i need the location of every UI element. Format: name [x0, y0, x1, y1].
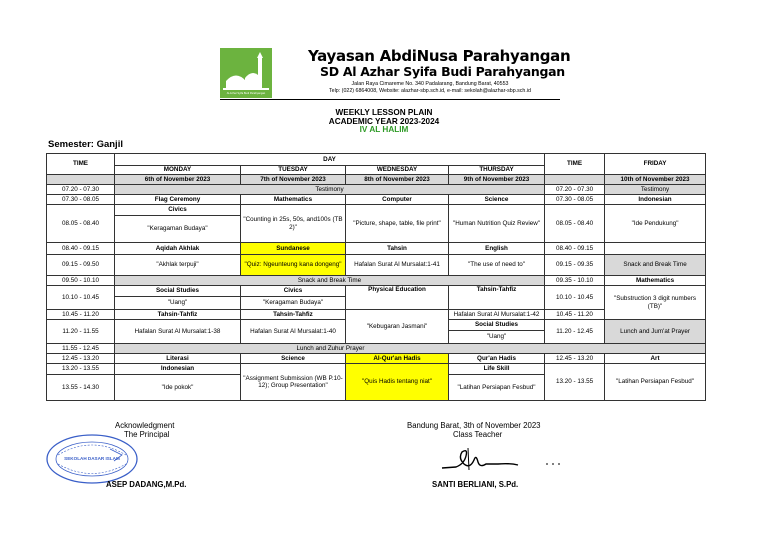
monday-social-cell [115, 286, 241, 310]
time-header-friday: TIME [545, 154, 605, 175]
principal-name: ASEP DADANG,M.Pd. [106, 480, 187, 489]
class-name: IV AL HALIM [359, 125, 409, 134]
table-row [47, 205, 706, 243]
friday-date: 10th of November 2023 [605, 175, 706, 185]
subject-cell: Mathematics [241, 195, 346, 205]
subject-cell: Qur'an Hadis [449, 354, 545, 364]
subject-cell: Indonesian [115, 364, 241, 375]
topic-cell: Hafalan Surat Al Mursalat:1-40 [241, 320, 346, 344]
table-row [47, 344, 706, 354]
table-row [47, 195, 706, 205]
topic-cell: Hafalan Surat Al Mursalat:1-38 [115, 320, 241, 344]
subject-cell: Literasi [115, 354, 241, 364]
table-row [47, 364, 706, 375]
school-name: SD Al Azhar Syifa Budi Parahyangan [320, 64, 565, 79]
time-cell: 07.30 - 08.05 [545, 195, 605, 205]
monday-civics-cell [115, 205, 241, 243]
time-cell: 11.20 - 12.45 [545, 320, 605, 344]
time-cell: 13.20 - 13.55 [545, 364, 605, 401]
subject-cell-highlight: Sundanese [241, 243, 346, 255]
time-cell: 10.45 - 11.20 [545, 310, 605, 320]
time-cell: 10.10 - 10.45 [47, 286, 115, 310]
subject-cell: Aqidah Akhlak [115, 243, 241, 255]
monday-date: 6th of November 2023 [115, 175, 241, 185]
subject-cell: Flag Ceremony [115, 195, 241, 205]
topic-cell: Hafalan Surat Al Mursalat:1-41 [346, 255, 449, 276]
table-row [47, 276, 706, 286]
principal-label: The Principal [124, 430, 170, 439]
thursday-social-cell [449, 320, 545, 344]
time-cell: 09.15 - 09.50 [47, 255, 115, 276]
testimony-cell: Testimony [115, 185, 545, 195]
subject-cell: Tahsin [346, 243, 449, 255]
topic-cell: "Latihan Persiapan Fesbud" [449, 375, 545, 401]
topic-cell: Hafalan Surat Al Mursalat:1-42 [449, 310, 545, 320]
topic-cell: "Latihan Persiapan Fesbud" [605, 364, 706, 401]
tuesday-civics-cell [241, 286, 346, 310]
topic-cell: "Ide pokok" [115, 375, 241, 401]
teacher-name: SANTI BERLIANI, S.Pd. [432, 480, 519, 489]
blank-cell [545, 175, 605, 185]
school-logo [220, 48, 272, 98]
subject-cell: Art [605, 354, 706, 364]
time-cell: 10.10 - 10.45 [545, 286, 605, 310]
time-cell: 08.40 - 09.15 [545, 243, 605, 255]
header-divider [220, 99, 560, 100]
table-row [47, 175, 706, 185]
subject-cell: Science [241, 354, 346, 364]
time-cell: 07.20 - 07.30 [545, 185, 605, 195]
place-date: Bandung Barat, 3th of November 2023 [407, 421, 541, 430]
blank-cell [605, 243, 706, 255]
teacher-signature [438, 442, 568, 474]
topic-cell: "Substruction 3 digit numbers (TB)" [605, 286, 706, 320]
subject-cell: English [449, 243, 545, 255]
topic-label: "Keragaman Budaya" [147, 225, 208, 232]
time-cell: 09.35 - 10.10 [545, 276, 605, 286]
semester-label: Semester: Ganjil [48, 139, 123, 150]
time-cell: 07.30 - 08.05 [47, 195, 115, 205]
time-cell: 13.55 - 14.30 [47, 375, 115, 401]
topic-cell-highlight: "Quis Hadis tentang niat" [346, 364, 449, 401]
tuesday-header: TUESDAY [241, 166, 346, 175]
time-cell: 12.45 - 13.20 [47, 354, 115, 364]
academic-year: ACADEMIC YEAR 2023-2024 [328, 116, 440, 126]
subject-cell: Tahsin-Tahfiz [241, 310, 346, 320]
topic-label: "Uang" [486, 333, 507, 340]
time-cell: 08.40 - 09.15 [47, 243, 115, 255]
topic-cell: "Ide Pendukung" [605, 205, 706, 243]
table-row [47, 154, 706, 166]
thursday-header: THURSDAY [449, 166, 545, 175]
blank-cell [47, 175, 115, 185]
friday-header: FRIDAY [605, 154, 706, 175]
time-cell: 11.55 - 12.45 [47, 344, 115, 354]
topic-cell: "Akhlak terpuji" [115, 255, 241, 276]
time-cell: 08.05 - 08.40 [47, 205, 115, 243]
time-cell: 13.20 - 13.55 [47, 364, 115, 375]
topic-cell: "Picture, shape, table, file print" [346, 205, 449, 243]
subject-label: Civics [115, 205, 240, 216]
topic-cell: "The use of need to" [449, 255, 545, 276]
time-cell: 09.50 - 10.10 [47, 276, 115, 286]
subject-cell: Physical Education [346, 286, 449, 310]
wednesday-header: WEDNESDAY [346, 166, 449, 175]
friday-testimony: Testimony [605, 185, 706, 195]
time-cell: 11.20 - 11.55 [47, 320, 115, 344]
subject-cell: Indonesian [605, 195, 706, 205]
lunch-cell: Lunch and Zuhur Prayer [115, 344, 706, 354]
subject-label: Social Studies [449, 320, 544, 331]
subject-cell: Science [449, 195, 545, 205]
subject-cell: Tahsin-Tahfiz [449, 286, 545, 310]
topic-cell-highlight: "Quiz: Ngeunteung kana dongeng" [241, 255, 346, 276]
table-row [47, 243, 706, 255]
class-teacher-label: Class Teacher [453, 430, 503, 439]
subject-cell-highlight: Al-Qur'an Hadis [346, 354, 449, 364]
subject-label: Civics [241, 286, 345, 297]
table-row [47, 185, 706, 195]
subject-cell: Tahsin-Tahfiz [115, 310, 241, 320]
acknowledgment-label: Acknowledgment [115, 421, 175, 430]
tuesday-date: 7th of November 2023 [241, 175, 346, 185]
time-cell: 08.05 - 08.40 [545, 205, 605, 243]
address-line: Jalan Raya Cimareme No. 340 Padalarang, Bandung Barat, 40553 [351, 81, 509, 87]
subject-cell: Mathematics [605, 276, 706, 286]
table-row [47, 255, 706, 276]
time-cell: 10.45 - 11.20 [47, 310, 115, 320]
day-header: DAY [115, 154, 545, 166]
document-title: WEEKLY LESSON PLAIN [335, 108, 433, 117]
subject-cell: Computer [346, 195, 449, 205]
time-header: TIME [47, 154, 115, 175]
break-cell: Lunch and Jum'at Prayer [605, 320, 706, 344]
table-row [47, 354, 706, 364]
time-cell: 09.15 - 09.35 [545, 255, 605, 276]
break-cell: Snack and Break Time [115, 276, 545, 286]
time-cell: 12.45 - 13.20 [545, 354, 605, 364]
table-row [47, 286, 706, 310]
time-cell: 07.20 - 07.30 [47, 185, 115, 195]
topic-label: "Keragaman Budaya" [262, 299, 324, 306]
foundation-name: Yayasan AbdiNusa Parahyangan [308, 47, 571, 65]
subject-cell: Life Skill [449, 364, 545, 375]
topic-cell: "Counting in 25s, 50s, and100s (TB 2)" [241, 205, 346, 243]
school-address [285, 81, 575, 96]
logo-caption: Al-Azhar Syifa Budi Parahyangan [226, 92, 266, 95]
wednesday-date: 8th of November 2023 [346, 175, 449, 185]
break-cell: Snack and Break Time [605, 255, 706, 276]
contact-line: Telp: (022) 6864008, Website: alazhar-sbp.sch.id, e-mail: sekolah@alazhar-sbp.sch.id [329, 88, 531, 95]
thursday-date: 9th of November 2023 [449, 175, 545, 185]
topic-cell: "Human Nutrition Quiz Review" [449, 205, 545, 243]
monday-header: MONDAY [115, 166, 241, 175]
school-stamp [44, 431, 140, 487]
topic-cell: "Assignment Submission (WB P.10-12); Group Presentation" [241, 364, 346, 401]
topic-cell: "Kebugaran Jasmani" [346, 310, 449, 344]
subject-label: Social Studies [115, 286, 240, 297]
topic-label: "Uang" [167, 299, 188, 306]
lesson-schedule-table [46, 153, 706, 401]
stamp-text: SEKOLAH DASAR ISLAM [64, 456, 120, 461]
